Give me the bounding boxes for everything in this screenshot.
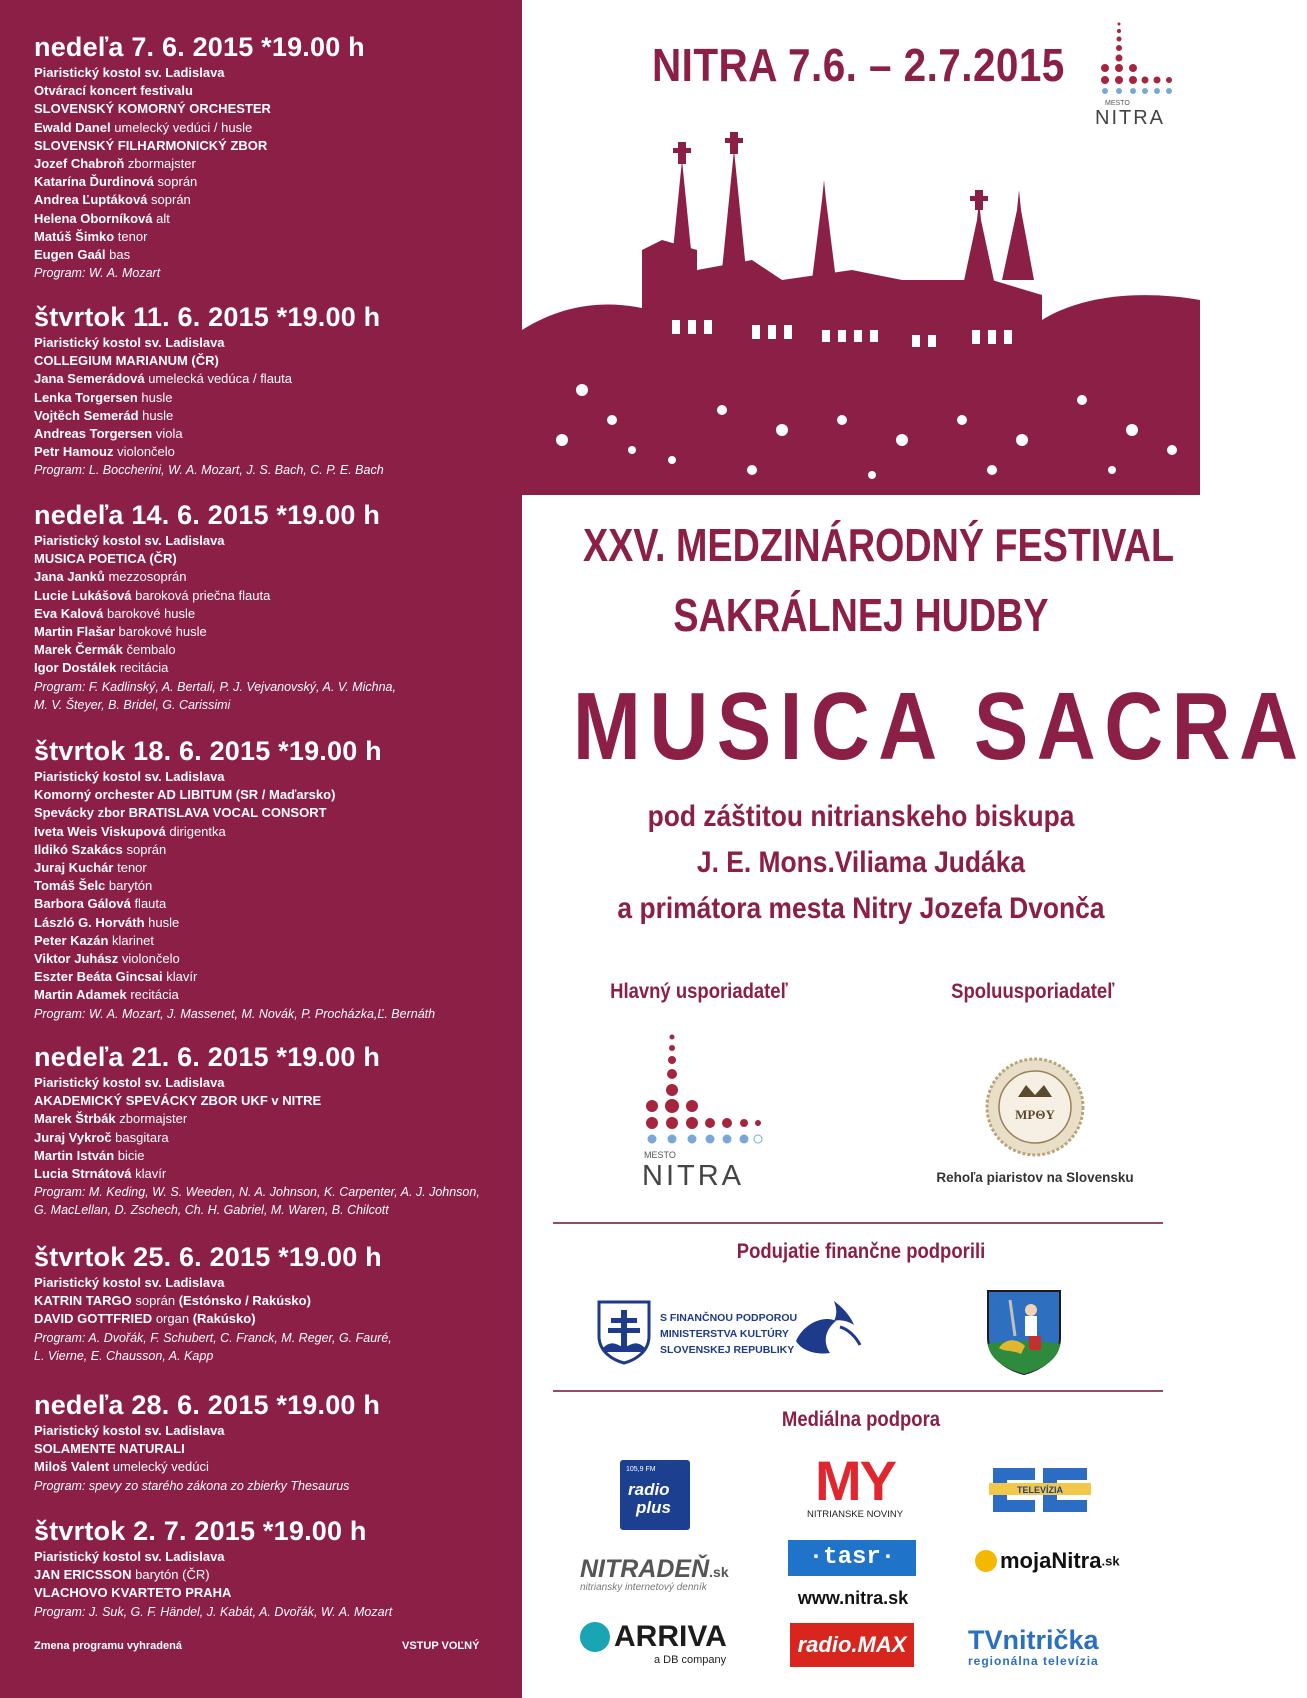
program-line: Program: W. A. Mozart, J. Massenet, M. Novák, P. Procházka,Ľ. Bernáth bbox=[34, 1006, 436, 1021]
nitra-city-coat-of-arms-icon bbox=[985, 1288, 1063, 1376]
patronage-line3: a primátora mesta Nitry Jozefa Dvonča bbox=[617, 892, 1105, 925]
performer-role: zbormajster bbox=[124, 156, 196, 172]
divider-1 bbox=[553, 1222, 1163, 1224]
performer-origin: (Rakúsko) bbox=[192, 1311, 256, 1327]
arriva-icon bbox=[580, 1622, 610, 1652]
piarists-seal bbox=[980, 1055, 1090, 1160]
performer-role: husle bbox=[137, 389, 173, 405]
performer-role: soprán bbox=[131, 1293, 179, 1309]
performer-line bbox=[34, 1548, 504, 1566]
concert-block bbox=[34, 30, 504, 282]
performer-role: klavír bbox=[131, 1166, 167, 1182]
performer-name: Helena Oborníková bbox=[34, 210, 153, 226]
my-logo-text: MY bbox=[815, 1449, 895, 1512]
performer-name: Viktor Juhász bbox=[34, 951, 119, 967]
performer-name: Andreas Torgersen bbox=[34, 426, 153, 442]
performer-line bbox=[34, 1422, 504, 1440]
sun-icon bbox=[975, 1550, 997, 1572]
patronage-line1: pod záštitou nitrianskeho biskupa bbox=[647, 800, 1075, 833]
performer-line bbox=[34, 119, 504, 137]
performer-name: Eva Kalová bbox=[34, 605, 104, 621]
concert-date: nedeľa 21. 6. 2015 *19.00 h bbox=[34, 1042, 381, 1072]
program-line: M. V. Šteyer, B. Bridel, G. Carissimi bbox=[34, 697, 231, 712]
performer-line bbox=[34, 334, 504, 352]
performer-name: Juraj Vykroč bbox=[34, 1129, 112, 1145]
performer-role: basgitara bbox=[111, 1129, 169, 1145]
performer-role: mezzosoprán bbox=[104, 569, 187, 585]
performer-name: DAVID GOTTFRIED bbox=[34, 1311, 153, 1327]
nitraden-suffix: .sk bbox=[709, 1564, 729, 1580]
logo-main-mesto: MESTO bbox=[644, 1150, 676, 1160]
performer-line bbox=[34, 352, 504, 370]
performer-role: umelecký vedúci bbox=[109, 1459, 209, 1475]
my-noviny-logo bbox=[800, 1449, 910, 1520]
program-change-note: Zmena programu vyhradená bbox=[34, 1640, 182, 1652]
concert-date: štvrtok 25. 6. 2015 *19.00 h bbox=[34, 1242, 382, 1272]
performer-line bbox=[34, 804, 504, 822]
performer-line bbox=[34, 1165, 504, 1183]
performer-line bbox=[34, 1458, 504, 1476]
performer-name: AKADEMICKÝ SPEVÁCKY ZBOR UKF v NITRE bbox=[34, 1093, 322, 1109]
program-line: L. Vierne, E. Chausson, A. Kapp bbox=[34, 1348, 214, 1363]
program-line: Program: M. Keding, W. S. Weeden, N. A. Johnson, K. Carpenter, A. J. Johnson, bbox=[34, 1185, 480, 1200]
mojanitra-suffix: .sk bbox=[1101, 1553, 1120, 1569]
performer-line bbox=[34, 587, 504, 605]
performer-name: JAN ERICSSON bbox=[34, 1567, 132, 1583]
performer-role: klarinet bbox=[108, 932, 154, 948]
performer-name: László G. Horváth bbox=[34, 914, 145, 930]
performer-line bbox=[34, 895, 504, 913]
performer-name: Petr Hamouz bbox=[34, 444, 114, 460]
performer-line bbox=[34, 191, 504, 209]
performer-line bbox=[34, 550, 504, 568]
tasr-logo: ·tasr· bbox=[788, 1540, 916, 1576]
concert-date: nedeľa 7. 6. 2015 *19.00 h bbox=[34, 32, 365, 62]
performer-name: Piaristický kostol sv. Ladislava bbox=[34, 335, 225, 350]
performer-line bbox=[34, 859, 504, 877]
performer-line bbox=[34, 1440, 504, 1458]
performer-line bbox=[34, 950, 504, 968]
performer-name: Marek Čermák bbox=[34, 642, 123, 658]
performer-line bbox=[34, 986, 504, 1004]
ministry-text bbox=[660, 1310, 797, 1358]
performer-role: organ bbox=[152, 1311, 193, 1327]
performer-name: VLACHOVO KVARTETO PRAHA bbox=[34, 1585, 232, 1601]
performer-line bbox=[34, 1274, 504, 1292]
concert-block bbox=[34, 300, 504, 480]
performer-name: Tomáš Šelc bbox=[34, 878, 106, 894]
performer-role: umelecký vedúci / husle bbox=[110, 119, 253, 135]
performer-line bbox=[34, 228, 504, 246]
arriva-sub: a DB company bbox=[654, 1654, 727, 1666]
concert-block bbox=[34, 1388, 504, 1495]
co-organizer-name: Rehoľa piaristov na Slovensku bbox=[936, 1170, 1134, 1185]
performer-name: Peter Kazán bbox=[34, 932, 109, 948]
performer-name: Igor Dostálek bbox=[34, 660, 117, 676]
performer-line bbox=[34, 407, 504, 425]
support-title: Podujatie finančne podporili bbox=[736, 1240, 986, 1263]
performer-name: COLLEGIUM MARIANUM (ČR) bbox=[34, 353, 219, 369]
radiomax-logo: radio.MAX bbox=[790, 1623, 914, 1667]
mojanitra-logo bbox=[975, 1548, 1135, 1574]
performer-name: Lucia Strnátová bbox=[34, 1166, 132, 1182]
performer-line bbox=[34, 1566, 504, 1584]
program-line: Program: F. Kadlinský, A. Bertali, P. J. Vejvanovský, A. V. Michna, bbox=[34, 679, 396, 694]
nitra-castle-illustration bbox=[522, 130, 1200, 495]
program-line: Program: A. Dvořák, F. Schubert, C. Franck, M. Reger, G. Fauré, bbox=[34, 1330, 392, 1345]
radioplus-name1: radio bbox=[628, 1480, 670, 1499]
performer-name: Jozef Chabroň bbox=[34, 156, 125, 172]
performer-role: tenor bbox=[114, 228, 148, 244]
logo-main-city: NITRA bbox=[642, 1160, 744, 1192]
performer-name: Ildikó Szakács bbox=[34, 841, 123, 857]
performer-role: violončelo bbox=[118, 951, 180, 967]
arriva-name: ARRIVA bbox=[614, 1620, 727, 1653]
performer-line bbox=[34, 641, 504, 659]
concert-block bbox=[34, 1240, 504, 1365]
performer-name: Marek Štrbák bbox=[34, 1111, 116, 1127]
main-organizer-label: Hlavný usporiadateľ bbox=[610, 980, 788, 1003]
free-entry-note: VSTUP VOĽNÝ bbox=[402, 1640, 480, 1652]
program-line: Program: spevy zo starého zákona zo zbierky Thesaurus bbox=[34, 1478, 350, 1493]
performer-role: barytón (ČR) bbox=[131, 1567, 210, 1583]
media-title: Mediálna podpora bbox=[781, 1408, 941, 1431]
performer-role: bas bbox=[105, 247, 131, 263]
performer-role: violončelo bbox=[113, 444, 175, 460]
performer-line bbox=[34, 659, 504, 677]
performer-line bbox=[34, 623, 504, 641]
performer-line bbox=[34, 568, 504, 586]
performer-role: baroková priečna flauta bbox=[131, 587, 271, 603]
ministry-culture-logo-icon bbox=[790, 1293, 866, 1369]
performer-name: Juraj Kuchár bbox=[34, 860, 114, 876]
performer-line bbox=[34, 137, 504, 155]
concert-date: štvrtok 18. 6. 2015 *19.00 h bbox=[34, 736, 382, 766]
performer-name: Katarína Ďurdinová bbox=[34, 174, 154, 190]
performer-line bbox=[34, 1147, 504, 1165]
performer-name: Piaristický kostol sv. Ladislava bbox=[34, 1549, 225, 1564]
performer-role: viola bbox=[152, 426, 183, 442]
concert-date: štvrtok 11. 6. 2015 *19.00 h bbox=[34, 302, 381, 332]
performer-name: Otvárací koncert festivalu bbox=[34, 83, 193, 99]
performer-line bbox=[34, 1074, 504, 1092]
performer-name: Jana Janků bbox=[34, 569, 105, 585]
nitra-website[interactable]: www.nitra.sk bbox=[797, 1588, 909, 1608]
ce-television-logo bbox=[985, 1460, 1095, 1520]
performer-name: Martin Flašar bbox=[34, 624, 115, 640]
performer-line bbox=[34, 1129, 504, 1147]
performer-role: soprán bbox=[122, 841, 167, 857]
performer-line bbox=[34, 605, 504, 623]
ministry-line3: SLOVENSKEJ REPUBLIKY bbox=[660, 1344, 795, 1356]
seal-text: MPΘY bbox=[1015, 1107, 1055, 1122]
performer-line bbox=[34, 841, 504, 859]
performer-role: alt bbox=[152, 210, 170, 226]
performer-origin: (Estónsko / Rakúsko) bbox=[178, 1293, 311, 1309]
performer-line bbox=[34, 210, 504, 228]
performer-name: Matúš Šimko bbox=[34, 228, 115, 244]
performer-role: barytón bbox=[105, 878, 153, 894]
performer-line bbox=[34, 173, 504, 191]
festival-dates: NITRA 7.6. – 2.7.2015 bbox=[652, 39, 1065, 91]
performer-role: zbormajster bbox=[115, 1111, 188, 1127]
performer-line bbox=[34, 768, 504, 786]
logo-top-city: NITRA bbox=[1095, 107, 1165, 129]
program-column bbox=[0, 0, 522, 1698]
performer-line bbox=[34, 877, 504, 895]
ministry-line1: S FINANČNOU PODPOROU bbox=[660, 1312, 798, 1324]
nitra-logo-top bbox=[1095, 20, 1185, 140]
performer-line bbox=[34, 1292, 504, 1310]
patronage-line2: J. E. Mons.Viliama Judáka bbox=[696, 846, 1026, 879]
performer-role: dirigentka bbox=[165, 823, 226, 839]
performer-name: SLOVENSKÝ KOMORNÝ ORCHESTER bbox=[34, 101, 271, 117]
radioplus-name2: plus bbox=[636, 1498, 671, 1517]
concert-block bbox=[34, 734, 504, 1023]
performer-line bbox=[34, 155, 504, 173]
performer-line bbox=[34, 443, 504, 461]
festival-title-line2: SAKRÁLNEJ HUDBY bbox=[673, 589, 1049, 641]
performer-role: barokové husle bbox=[114, 624, 207, 640]
performer-role: recitácia bbox=[126, 987, 179, 1003]
performer-role: barokové husle bbox=[103, 605, 196, 621]
performer-name: Lucie Lukášová bbox=[34, 587, 132, 603]
co-organizer-label: Spoluusporiadateľ bbox=[951, 980, 1115, 1003]
performer-role: soprán bbox=[147, 192, 191, 208]
performer-role: soprán bbox=[153, 174, 198, 190]
performer-line bbox=[34, 932, 504, 950]
mojanitra-name: mojaNitra bbox=[1000, 1548, 1102, 1573]
performer-name: Jana Semerádová bbox=[34, 371, 145, 387]
nitraden-name: NITRADEŇ bbox=[580, 1555, 710, 1583]
performer-line bbox=[34, 246, 504, 264]
performer-line bbox=[34, 786, 504, 804]
tvnitricka-sub: regionálna televízia bbox=[968, 1654, 1099, 1668]
performer-line bbox=[34, 82, 504, 100]
performer-line bbox=[34, 425, 504, 443]
concert-date: štvrtok 2. 7. 2015 *19.00 h bbox=[34, 1516, 367, 1546]
ministry-line2: MINISTERSTVA KULTÚRY bbox=[660, 1328, 789, 1340]
my-logo-sub: NITRIANSKE NOVINY bbox=[806, 1509, 904, 1520]
performer-line bbox=[34, 100, 504, 118]
concert-date: nedeľa 14. 6. 2015 *19.00 h bbox=[34, 500, 381, 530]
performer-line bbox=[34, 389, 504, 407]
performer-line bbox=[34, 1584, 504, 1602]
program-line: Program: L. Boccherini, W. A. Mozart, J. S. Bach, C. P. E. Bach bbox=[34, 463, 384, 478]
concert-block bbox=[34, 1514, 504, 1621]
performer-role: klavír bbox=[162, 969, 198, 985]
performer-line bbox=[34, 1092, 504, 1110]
performer-line bbox=[34, 64, 504, 82]
concert-block bbox=[34, 498, 504, 714]
performer-name: Barbora Gálová bbox=[34, 896, 131, 912]
performer-line bbox=[34, 968, 504, 986]
performer-name: Lenka Torgersen bbox=[34, 389, 138, 405]
performer-name: Miloš Valent bbox=[34, 1459, 110, 1475]
divider-2 bbox=[553, 1390, 1163, 1392]
arriva-logo bbox=[580, 1620, 750, 1666]
performer-name: MUSICA POETICA (ČR) bbox=[34, 551, 177, 567]
performer-name: Eszter Beáta Gincsai bbox=[34, 969, 163, 985]
performer-name: Piaristický kostol sv. Ladislava bbox=[34, 65, 225, 80]
nitraden-logo bbox=[580, 1555, 760, 1593]
performer-role: flauta bbox=[130, 896, 167, 912]
performer-name: Piaristický kostol sv. Ladislava bbox=[34, 1423, 225, 1438]
performer-line bbox=[34, 370, 504, 388]
festival-title-line1: XXV. MEDZINÁRODNÝ FESTIVAL bbox=[583, 519, 1175, 571]
slovak-coat-of-arms-icon bbox=[595, 1300, 653, 1364]
performer-role: husle bbox=[138, 407, 174, 423]
performer-name: Piaristický kostol sv. Ladislava bbox=[34, 769, 225, 784]
performer-name: Ewald Danel bbox=[34, 119, 111, 135]
nitra-logo-main bbox=[640, 1030, 770, 1190]
performer-name: Piaristický kostol sv. Ladislava bbox=[34, 1275, 225, 1290]
performer-role: bicie bbox=[114, 1147, 145, 1163]
concert-block bbox=[34, 1040, 504, 1220]
performer-name: Andrea Ľuptáková bbox=[34, 192, 148, 208]
concert-date: nedeľa 28. 6. 2015 *19.00 h bbox=[34, 1390, 381, 1420]
ce-tv-text: TELEVÍZIA bbox=[1016, 1485, 1064, 1495]
performer-role: umelecká vedúca / flauta bbox=[144, 371, 292, 387]
performer-name: KATRIN TARGO bbox=[34, 1293, 132, 1309]
program-line: G. MacLellan, D. Zschech, Ch. H. Gabriel, M. Waren, B. Chilcott bbox=[34, 1203, 389, 1218]
performer-role: čembalo bbox=[122, 642, 176, 658]
tvnitricka-logo bbox=[968, 1625, 1128, 1668]
performer-role: husle bbox=[144, 914, 180, 930]
performer-line bbox=[34, 532, 504, 550]
performer-line bbox=[34, 1310, 504, 1328]
performer-name: Martin István bbox=[34, 1147, 115, 1163]
performer-name: Piaristický kostol sv. Ladislava bbox=[34, 533, 225, 548]
performer-name: Spevácky zbor BRATISLAVA VOCAL CONSORT bbox=[34, 805, 327, 821]
performer-role: recitácia bbox=[116, 660, 169, 676]
radioplus-freq: 105,9 FM bbox=[626, 1466, 656, 1473]
performer-name: Eugen Gaál bbox=[34, 247, 106, 263]
festival-name: MUSICA SACRA bbox=[572, 673, 1307, 780]
performer-name: Komorný orchester AD LIBITUM (SR / Maďarsko) bbox=[34, 787, 336, 803]
performer-line bbox=[34, 1110, 504, 1128]
tvnitricka-name: TVnitrička bbox=[968, 1625, 1099, 1655]
performer-line bbox=[34, 914, 504, 932]
nitraden-sub: nitriansky internetový denník bbox=[580, 1582, 707, 1593]
performer-name: Iveta Weis Viskupová bbox=[34, 823, 166, 839]
radioplus-logo bbox=[620, 1460, 690, 1530]
performer-name: SLOVENSKÝ FILHARMONICKÝ ZBOR bbox=[34, 137, 268, 153]
logo-top-mesto: MESTO bbox=[1105, 100, 1130, 107]
performer-name: SOLAMENTE NATURALI bbox=[34, 1441, 185, 1457]
performer-role: tenor bbox=[113, 860, 147, 876]
performer-name: Piaristický kostol sv. Ladislava bbox=[34, 1075, 225, 1090]
performer-line bbox=[34, 823, 504, 841]
performer-name: Martin Adamek bbox=[34, 987, 127, 1003]
program-line: Program: J. Suk, G. F. Händel, J. Kabát, A. Dvořák, W. A. Mozart bbox=[34, 1604, 393, 1619]
performer-name: Vojtěch Semerád bbox=[34, 407, 139, 423]
program-line: Program: W. A. Mozart bbox=[34, 266, 161, 281]
